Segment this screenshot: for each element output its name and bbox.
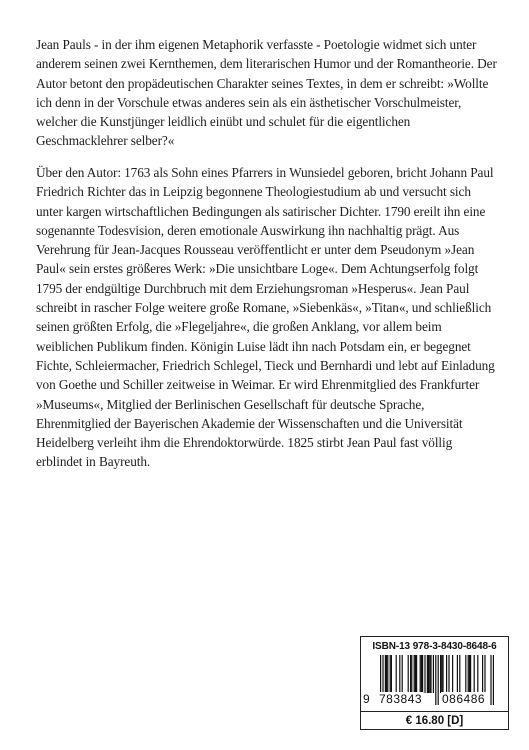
barcode-bar bbox=[429, 655, 430, 693]
barcode-bar bbox=[390, 655, 391, 693]
barcode-bar bbox=[470, 655, 471, 693]
barcode-bar bbox=[452, 655, 453, 693]
barcode-bar bbox=[408, 655, 409, 693]
barcode-bar bbox=[422, 655, 423, 693]
barcode-bar bbox=[469, 655, 470, 693]
ean-left-digits: 783843 bbox=[379, 692, 423, 706]
barcode-bar bbox=[468, 655, 469, 693]
isbn-barcode-box bbox=[360, 636, 509, 730]
barcode-bar bbox=[427, 655, 428, 693]
barcode-bar bbox=[391, 655, 392, 693]
barcode-bar bbox=[411, 655, 412, 693]
barcode-bar bbox=[416, 655, 417, 693]
barcode-bar bbox=[484, 655, 485, 693]
barcode-guard-bar bbox=[435, 655, 436, 705]
barcode-guard-bar bbox=[438, 655, 439, 705]
barcode-bar bbox=[396, 655, 397, 693]
barcode-bar bbox=[457, 655, 458, 693]
barcode-bar bbox=[482, 655, 483, 693]
price-label: € 16.80 [D] bbox=[361, 711, 508, 730]
barcode-bar bbox=[385, 655, 386, 693]
barcode-bar bbox=[465, 655, 466, 693]
barcode-bar bbox=[441, 655, 442, 693]
blurb-paragraph: Jean Pauls - in der ihm eigenen Metaphorik verfasste - Poetologie widmet sich unter anderem seinen zwei Kernthemen, dem literarischen Humor und der Romantheorie. Der Autor betont den propädeutischen Charakter seines Textes, in dem er schreibt: »Wollte ich denn in der Vorschule etwas anderes sein als ein ästhetischer Vorschulmeister, welcher die Kunstjünger leidlich einübt und schulet für die eigentlichen Geschmacklehrer selber?« bbox=[36, 37, 497, 149]
barcode-bar bbox=[442, 655, 443, 693]
barcode-bar bbox=[402, 655, 403, 693]
barcode-bar bbox=[415, 655, 416, 693]
author-bio-paragraph: Über den Autor: 1763 als Sohn eines Pfarrers in Wunsiedel geboren, bricht Johann Paul Friedrich Richter das in Leipzig begonnene Theologiestudium ab und versucht sich unter kargen wirtschaftlichen Bedingungen als satirischer Dichter. 1790 ereilt ihn eine sogenannte Todesvision, deren emotionale Auswirkung ihn nachhaltig prägt. Aus Verehrung für Jean-Jacques Rousseau veröffentlicht er unter dem Pseudonym »Jean Paul« sein erstes größeres Werk: »Die unsichtbare Loge«. Dem Achtungserfolg folgt 1795 der endgültige Durchbruch mit dem Erziehungsroman »Hesperus«. Jean Paul schreibt in rascher Folge weitere große Romane, »Siebenkäs«, »Titan«, und schließlich seinen größten Erfolg, die »Flegeljahre«, die großen Anklang, vor allem beim weiblichen Publikum finden. Königin Luise lädt ihn nach Potsdam ein, er begegnet Fichte, Schleiermacher, Friedrich Schlegel, Tieck und Bernhardi und lebt auf Einladung von Goethe und Schiller zeitweise in Weimar. Er wird Ehrenmitglied des Frankfurter »Museums«, Mitglied der Berlinischen Gesellschaft für deutsche Sprache, Ehrenmitglied der Bayerischen Akademie der Wissenschaften und die Universität Heidelberg verleiht ihm die Ehrendoktorwürde. 1825 stirbt Jean Paul fast völlig erblindet in Bayreuth. bbox=[36, 165, 495, 470]
ean-right-digits: 086486 bbox=[442, 692, 486, 706]
barcode-bar bbox=[430, 655, 431, 693]
barcode-bar bbox=[410, 655, 411, 693]
barcode-bar bbox=[440, 655, 441, 693]
barcode-bar bbox=[474, 655, 475, 693]
barcode-bar bbox=[387, 655, 388, 693]
barcode-bar bbox=[420, 655, 421, 693]
barcode-bar bbox=[399, 655, 400, 693]
isbn-label: ISBN-13 978-3-8430-8648-6 bbox=[372, 641, 497, 652]
barcode-bar bbox=[424, 655, 425, 693]
ean-first-digit: 9 bbox=[363, 692, 370, 706]
barcode-bar bbox=[459, 655, 460, 693]
barcode-bar bbox=[421, 655, 422, 693]
barcode-bar bbox=[433, 655, 434, 693]
barcode-bar bbox=[414, 655, 415, 693]
barcode-bar bbox=[446, 655, 447, 693]
barcode-bar bbox=[428, 655, 429, 693]
barcode-guard-bar bbox=[493, 655, 494, 705]
barcode-bar bbox=[386, 655, 387, 693]
barcode-bar bbox=[448, 655, 449, 693]
barcode-guard-bar bbox=[490, 655, 491, 705]
barcode-bar bbox=[477, 655, 478, 693]
